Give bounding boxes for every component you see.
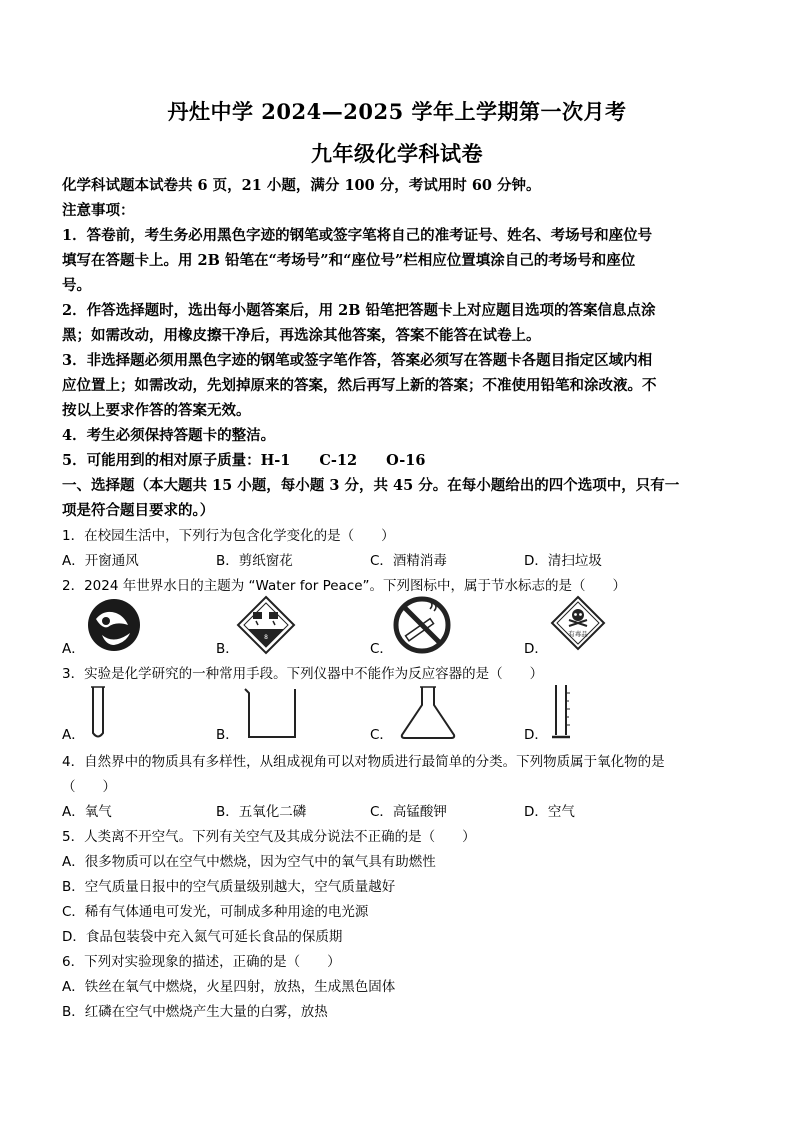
question-2-option-b (216, 595, 366, 657)
notice-1-line-3: 号。 (62, 277, 91, 294)
question-5-stem: 5．人类离不开空气。下列有关空气及其成分说法不正确的是（ ） (62, 829, 476, 845)
question-3-option-b-label: B． (216, 727, 239, 743)
toxic-hazard-icon (550, 595, 606, 651)
question-3-option-a-label: A． (62, 727, 85, 743)
notice-1-line-1: 1．答卷前，考生务必用黑色字迹的钢笔或签字笔将自己的准考证号、姓名、考场号和座位号 (62, 227, 653, 244)
question-2-option-a (62, 595, 212, 657)
question-1-option-b: B．剪纸窗花 (216, 553, 293, 569)
question-1-stem: 1．在校园生活中，下列行为包含化学变化的是（ ） (62, 528, 395, 544)
question-2-option-d (524, 595, 674, 657)
question-6-stem: 6．下列对实验现象的描述，正确的是（ ） (62, 954, 341, 970)
question-2-option-d-label: D． (524, 641, 548, 657)
water-drop-hand-icon (86, 595, 142, 655)
question-3-option-d-label: D． (524, 727, 548, 743)
question-3-option-b (216, 683, 366, 743)
question-4-option-d: D．空气 (524, 804, 575, 820)
question-3-option-a (62, 683, 212, 743)
question-1-options (62, 549, 732, 569)
question-4-stem-line-1: 4．自然界中的物质具有多样性，从组成视角可以对物质进行最简单的分类。下列物质属于氧化物的是 (62, 754, 665, 770)
question-1-option-d: D．清扫垃圾 (524, 553, 602, 569)
question-6-option-b: B．红磷在空气中燃烧产生大量的白雾，放热 (62, 1004, 328, 1020)
notice-3-line-2: 应位置上；如需改动，先划掉原来的答案，然后再写上新的答案；不准使用铅笔和涂改液。不 (62, 377, 657, 394)
toxic-label: 有毒品 (568, 630, 588, 638)
section-heading-line-1: 一、选择题（本大题共 15 小题，每小题 3 分，共 45 分。在每小题给出的四个选项中，只有一 (62, 477, 680, 494)
graduated-cylinder-icon (550, 683, 574, 741)
notice-2-line-1: 2．作答选择题时，选出每小题答案后，用 2B 铅笔把答题卡上对应题目选项的答案信息点涂 (62, 302, 656, 319)
notice-heading: 注意事项： (62, 202, 135, 219)
question-1-option-a: A．开窗通风 (62, 553, 139, 569)
test-tube-icon (88, 685, 108, 741)
notice-3-line-1: 3．非选择题必须用黑色字迹的钢笔或签字笔作答，答案必须写在答题卡各题目指定区域内相 (62, 352, 653, 369)
question-5-option-d: D．食品包装袋中充入氮气可延长食品的保质期 (62, 929, 343, 945)
notice-5: 5．可能用到的相对原子质量：H-1 C-12 O-16 (62, 452, 426, 469)
svg-text:8: 8 (264, 634, 268, 641)
question-5-option-b: B．空气质量日报中的空气质量级别越大，空气质量越好 (62, 879, 396, 895)
question-4-option-b: B．五氧化二磷 (216, 804, 307, 820)
question-4-option-a: A．氧气 (62, 804, 112, 820)
question-1-option-c: C．酒精消毒 (370, 553, 447, 569)
notice-2-line-2: 黑；如需改动，用橡皮擦干净后，再选涂其他答案，答案不能答在试卷上。 (62, 327, 541, 344)
exam-subtitle: 九年级化学科试卷 (311, 141, 483, 166)
question-2-option-a-label: A． (62, 641, 85, 657)
question-4-stem-line-2: （ ） (62, 779, 116, 795)
no-smoking-icon (392, 595, 452, 655)
corrosive-hazard-icon (236, 595, 296, 655)
question-3-option-d (524, 683, 674, 743)
question-2-option-c-label: C． (370, 641, 393, 657)
question-5-option-c: C．稀有气体通电可发光，可制成多种用途的电光源 (62, 904, 369, 920)
beaker-icon (240, 687, 300, 741)
question-3-option-c-label: C． (370, 727, 393, 743)
notice-4: 4．考生必须保持答题卡的整洁。 (62, 427, 276, 444)
question-4-options (62, 800, 732, 820)
notice-1-line-2: 填写在答题卡上。用 2B 铅笔在“考场号”和“座位号”栏相应位置填涂自己的考场号和座位 (62, 252, 636, 269)
conical-flask-icon (396, 685, 460, 741)
exam-summary: 化学科试题本试卷共 6 页，21 小题，满分 100 分，考试用时 60 分钟。 (62, 177, 541, 194)
question-5-option-a: A．很多物质可以在空气中燃烧，因为空气中的氧气具有助燃性 (62, 854, 436, 870)
question-2-option-b-label: B． (216, 641, 239, 657)
question-3-option-c (370, 683, 520, 743)
question-6-option-a: A．铁丝在氧气中燃烧，火星四射，放热，生成黑色固体 (62, 979, 396, 995)
question-3-stem: 3．实验是化学研究的一种常用手段。下列仪器中不能作为反应容器的是（ ） (62, 666, 544, 682)
notice-3-line-3: 按以上要求作答的答案无效。 (62, 402, 251, 419)
question-2-stem: 2．2024 年世界水日的主题为 “Water for Peace”。下列图标中，属于节水标志的是（ ） (62, 578, 627, 594)
question-4-option-c: C．高锰酸钾 (370, 804, 447, 820)
section-heading-line-2: 项是符合题目要求的。） (62, 502, 215, 519)
exam-title: 丹灶中学 2024—2025 学年上学期第一次月考 (167, 99, 627, 124)
question-2-option-c (370, 595, 520, 657)
